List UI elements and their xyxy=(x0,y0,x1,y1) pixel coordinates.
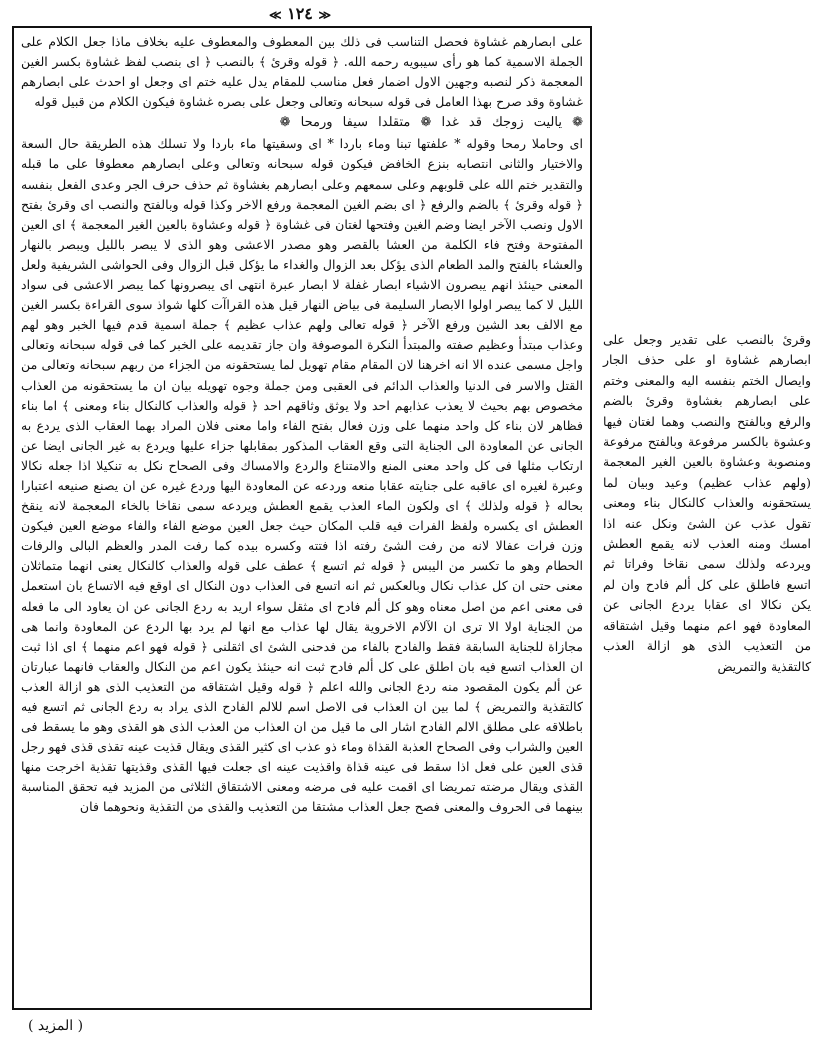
left-ornament: ≪ xyxy=(318,8,332,22)
commentary-paragraph-1: على ابصارهم غشاوة فحصل التناسب فى ذلك بين المعطوف والمعطوف عليه بخلاف ماذا جعل الكلام على الجملة الاسمية كما هو رأى سيبويه رحمه الله. ﴿ قوله وقرئ ﴾ بالنصب ﴿ اى بنصب لفظ غشاوة بكسر الغين المعجمة ذكر لنصبه وجهين الاول اضمار فعل مناسب للمقام يدل عليه ختم اى وجعل او احدث على ابصارهم غشاوة وقد صرح بهذا العامل فى قوله سبحانه وتعالى وجعل على بصره غشاوة فيكون الكلام من قبيل قوله xyxy=(21,34,583,110)
main-commentary xyxy=(21,32,583,818)
commentary-paragraph-2: اى وحاملا رمحا وقوله * علفتها تبنا وماء باردا * اى وسقيتها ماء باردا ولا تسلك هذه الطريقة حال السعة والاختيار والثانى انتصابه بنزع الخافض فيكون قوله سبحانه وتعالى وعلى ابصارهم معطوفا على ما قبله والتقدير ختم الله على قلوبهم وعلى سمعهم وعلى ابصارهم بغشاوة ثم حذف حرف الجر وعدى الفعل بنفسه ﴿ قوله وقرئ ﴾ بالضم والرفع ﴿ اى بضم الغين المعجمة ورفع الاخر وكذا قوله وبالفتح والنصب اى وقرئ بفتح الاول ونصب الآخر ايضا وضم الغين وفتحها لغتان فى غشاوة ﴿ قوله وعشاوة بالعين الغير المعجمة ﴾ اى العين المفتوحة وفتح فاء الكلمة من العشا بالقصر وهو مصدر الاعشى وهو الذى لا يبصر بالليل ويبصر بالنهار والعشاء بالفتح والمد الطعام الذى يؤكل بعد الزوال والغداء ما يؤكل قبل الزوال وفى الحواشى الشريفية ولعل المعنى حينئذ انهم يبصرون الاشياء ابصار غفلة لا ابصار عبرة انتهى اى يبصرونها كما يبصر الاعشى فى سواد الليل لا كما يبصر اولوا الابصار السليمة فى بياض النهار قيل هذه القراآت كلها شواذ سوى القراءة بكسر الغين مع الالف بعد الشين ورفع الآخر ﴿ قوله تعالى ولهم عذاب عظيم ﴾ جملة اسمية قدم فيها الخبر وهو لهم وعذاب مبتدأ وعظيم صفته والمبتدأ النكرة الموصوفة وان جاز تقديمه على الخبر كما فى قوله سبحانه وتعالى واجل مسمى عنده الا انه اخرهنا لان المقام مقام تهويل لما يستحقونه من الجزاء من ربهم سبحانه وتعالى من القتل والاسر فى الدنيا والعذاب الدائم فى العقبى ومن جملة وجوه تهويله بيان ان ما يستحقونه من العذاب مخصوص بهم بحيث لا يعذب عذابهم احد ولا يوثق وثاقهم احد ﴿ قوله والعذاب كالنكال بناء ومعنى ﴾ اما بناء فظاهر لان بناء كل واحد منهما على وزن فعال بفتح الفاء واما معنى فلان المراد بهما العقاب الذى يردع به الجانى عن المعاودة الى الجناية التى وقع العقاب المذكور بمقابلها جزاء عليها ويردع به غير الجانى ايضا عن ارتكاب مثلها فى كل واحد معنى المنع والامتناع والردع والامساك وفى الصحاح نكل به تنكيلا اذا جعله نكالا وعبرة لغيره اى عاقبه على جنايته عقابا منعه وردعه عن المعاودة اليها وردع غيره عن ان يصنع صنيعه اعتبارا بحاله ﴿ قوله ولذلك ﴾ اى ولكون الماء العذب يقمع العطش ويردعه سمى نقاخا بالخاء المعجمة لانه ينقخ العطش اى يكسره ولفظ الفرات فيه قلب المكان حيث جعل العين موضع الفاء والفاء موضع العين فيكون وزن فرات عفالا لانه من رفت الشئ رفته اذا فتته وكسره بيده كما رفت المدر والعظم البالى والرفات الحطام وهو ما تكسر من اليبس ﴿ قوله ثم اتسع ﴾ عطف على قوله والعذاب كالنكال يعنى انهما متماثلان معنى حتى ان كل عذاب نكال وبالعكس ثم انه اتسع فى العذاب دون النكال اى اوقع فيه الاتساع بان استعمل فى معنى اعم من اصل معناه وهو كل ألم فادح اى مثقل سواء اريد به ردع الجانى عن ان يعاود الى ما فعله من الجناية اولا الا ترى ان الآلام الاخروية يقال لها عذاب مع انها لم يرد بها الردع عن المعاودة وانما هى مجازاة للجناية السابقة فقط والفادح بالفاء من فدحنى الشئ اى اثقلنى ﴿ قوله فهو اعم منهما ﴾ اى اذا ثبت ان العذاب اتسع فيه بان اطلق على كل ألم فادح ثبت انه حينئذ يكون اعم من النكال والعقاب فانهما عبارتان عن ألم يكون المقصود منه ردع الجانى والله اعلم ﴿ قوله وقيل اشتقاقه من التعذيب الذى هو ازالة العذب كالتقذية والتمريض ﴾ لما بين ان العذاب فى الاصل اسم للالم الفادح الذى يراد به ردع الجانى ثم اتسع فيه باطلاقه على مطلق الالم الفادح اشار الى ما قيل من ان العذاب من العذب الذى هو القذى وهو ما يسقط فى العين والشراب وفى الصحاح العذبة القذاة وماء ذو عذب اى كثير القذى ويقال قذيت عينه تقذى قذى فهو رجل قذى العين على فعل اذا سقط فى عينه قذاة واقذيت عينه اى جعلت فيها القذى وقذيتها تقذية اخرجت منها القذى ويقال مرضته تمريضا اى اقمت عليه فى مرضه ومعنى الاشتقاق الثلاثى من المزيد فيه تحقق المناسبة بينهما فى الحروف والمعنى فصح جعل العذاب مشتقا من التعذيب والقذى من التقذية ونحوهما فان xyxy=(21,136,583,815)
margin-base-text: وقرئ بالنصب على تقدير وجعل على ابصارهم غشاوة او على حذف الجار وايصال الختم بنفسه اليه والمعنى وختم على ابصارهم بغشاوة وقرئ بالضم والرفع وبالفتح والنصب وهما لغتان فيها وعشوة بالكسر مرفوعة وبالفتح مرفوعة ومنصوبة وعشاوة بالعين الغير المعجمة (ولهم عذاب عظيم) وعيد وبيان لما يستحقونه والعذاب كالنكال بناء ومعنى تقول عذب عن الشئ ونكل عنه اذا امسك ومنه العذب لانه يقمع العطش ويردعه ولذلك سمى نقاخا وفراتا ثم اتسع فاطلق على كل ألم فادح وان لم يكن نكالا اى عقابا يردع الجانى عن المعاودة فهو اعم منهما وقيل اشتقاقه من التعذيب الذى هو ازالة العذب كالتقذية والتمريض xyxy=(603,332,811,674)
poetry-verse: ❁ ياليت زوجك قد غدا ❁ متقلدا سيفا ورمحا ❁ xyxy=(279,115,583,131)
catchword: ( المزيد ) xyxy=(28,1018,84,1034)
right-ornament: ≫ xyxy=(268,8,282,22)
main-commentary-frame xyxy=(12,26,592,1010)
page-number: ١٢٤ xyxy=(287,4,313,23)
page-number-header xyxy=(0,4,600,23)
